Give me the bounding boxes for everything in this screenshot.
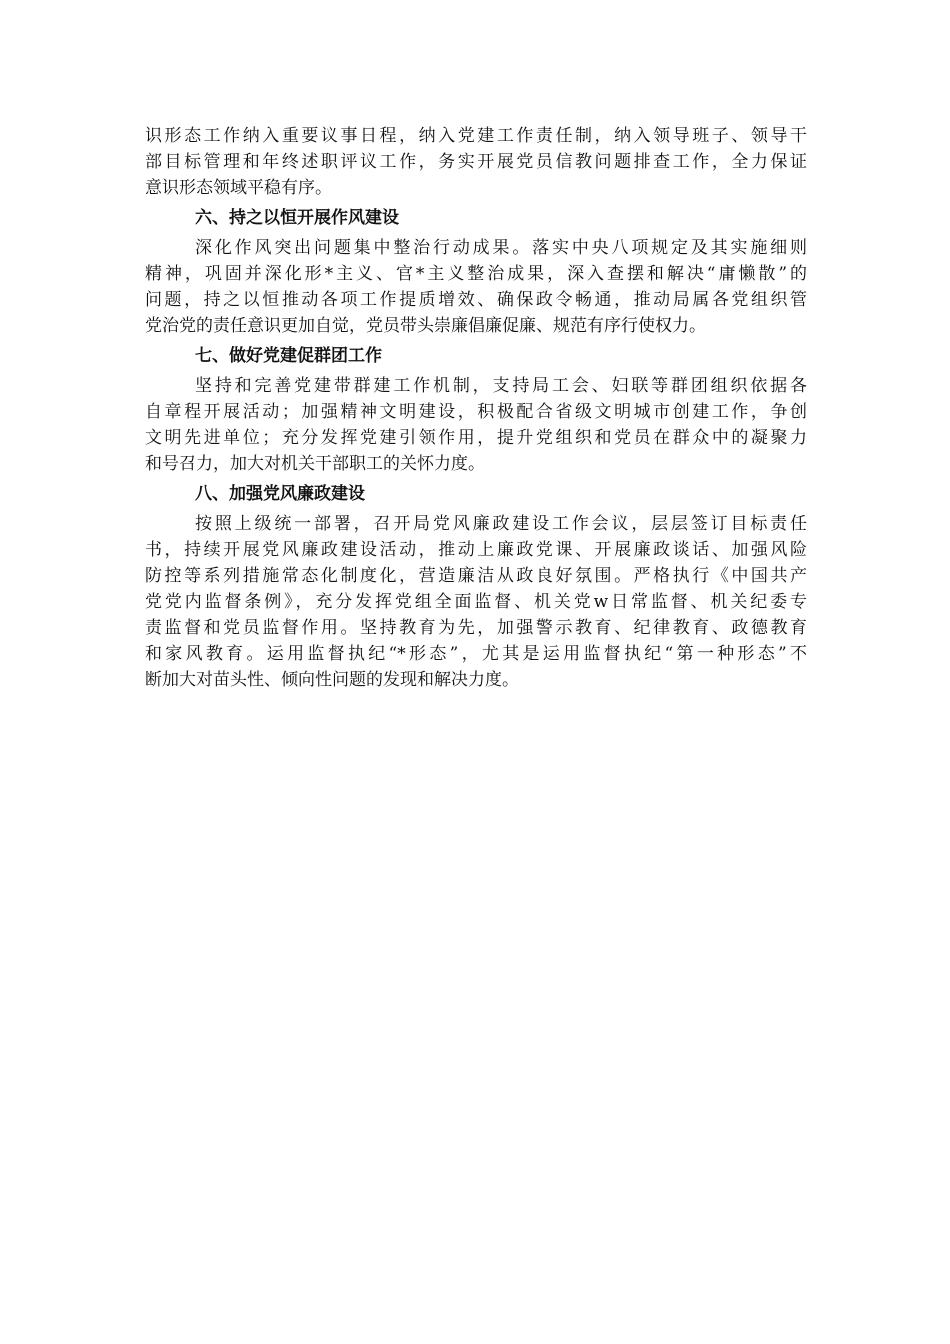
text-line: 坚持和完善党建带群建工作机制，支持局工会、妇联等群团组织依据各 xyxy=(195,376,807,396)
section-6 xyxy=(145,203,807,339)
section-heading: 八、加强党风廉政建设 xyxy=(195,484,365,504)
text-line: 责监督和党员监督作用。坚持教育为先，加强警示教育、纪律教育、政德教育 xyxy=(145,618,807,638)
text-line: 书，持续开展党风廉政建设活动，推动上廉政党课、开展廉政谈话、加强风险 xyxy=(145,540,807,560)
text-line: 党党内监督条例》，充分发挥党组全面监督、机关党w日常监督、机关纪委专 xyxy=(145,592,807,612)
text-line: 按照上级统一部署，召开局党风廉政建设工作会议，层层签订目标责任 xyxy=(195,514,807,534)
document-body xyxy=(145,123,807,693)
section-7 xyxy=(145,341,807,477)
text-line: 问题，持之以恒推动各项工作提质增效、确保政令畅通，推动局属各党组织管 xyxy=(145,290,807,310)
section-heading: 七、做好党建促群团工作 xyxy=(195,346,382,366)
text-line: 文明先进单位；充分发挥党建引领作用，提升党组织和党员在群众中的凝聚力 xyxy=(145,428,807,448)
text-line: 防控等系列措施常态化制度化，营造廉洁从政良好氛围。严格执行《中国共产 xyxy=(145,566,807,586)
text-line: 断加大对苗头性、倾向性问题的发现和解决力度。 xyxy=(145,670,519,690)
section-paragraph xyxy=(145,511,807,693)
section-8 xyxy=(145,479,807,693)
text-line: 自章程开展活动；加强精神文明建设，积极配合省级文明城市创建工作，争创 xyxy=(145,402,807,422)
text-line: 和号召力，加大对机关干部职工的关怀力度。 xyxy=(145,454,485,474)
text-line: 部目标管理和年终述职评议工作，务实开展党员信教问题排查工作，全力保证 xyxy=(145,152,807,172)
section-paragraph xyxy=(145,235,807,339)
section-heading: 六、持之以恒开展作风建设 xyxy=(195,208,399,228)
text-line: 党治党的责任意识更加自觉，党员带头崇廉倡廉促廉、规范有序行使权力。 xyxy=(145,316,706,336)
text-line: 深化作风突出问题集中整治行动成果。落实中央八项规定及其实施细则 xyxy=(195,238,807,258)
section-paragraph xyxy=(145,373,807,477)
text-line: 精神，巩固并深化形*主义、官*主义整治成果，深入查摆和解决“庸懒散”的 xyxy=(145,264,807,284)
text-line: 识形态工作纳入重要议事日程，纳入党建工作责任制，纳入领导班子、领导干 xyxy=(145,126,807,146)
text-line: 和家风教育。运用监督执纪“*形态”，尤其是运用监督执纪“第一种形态”不 xyxy=(145,644,807,664)
intro-paragraph xyxy=(145,123,807,201)
text-line: 意识形态领域平稳有序。 xyxy=(145,178,332,198)
